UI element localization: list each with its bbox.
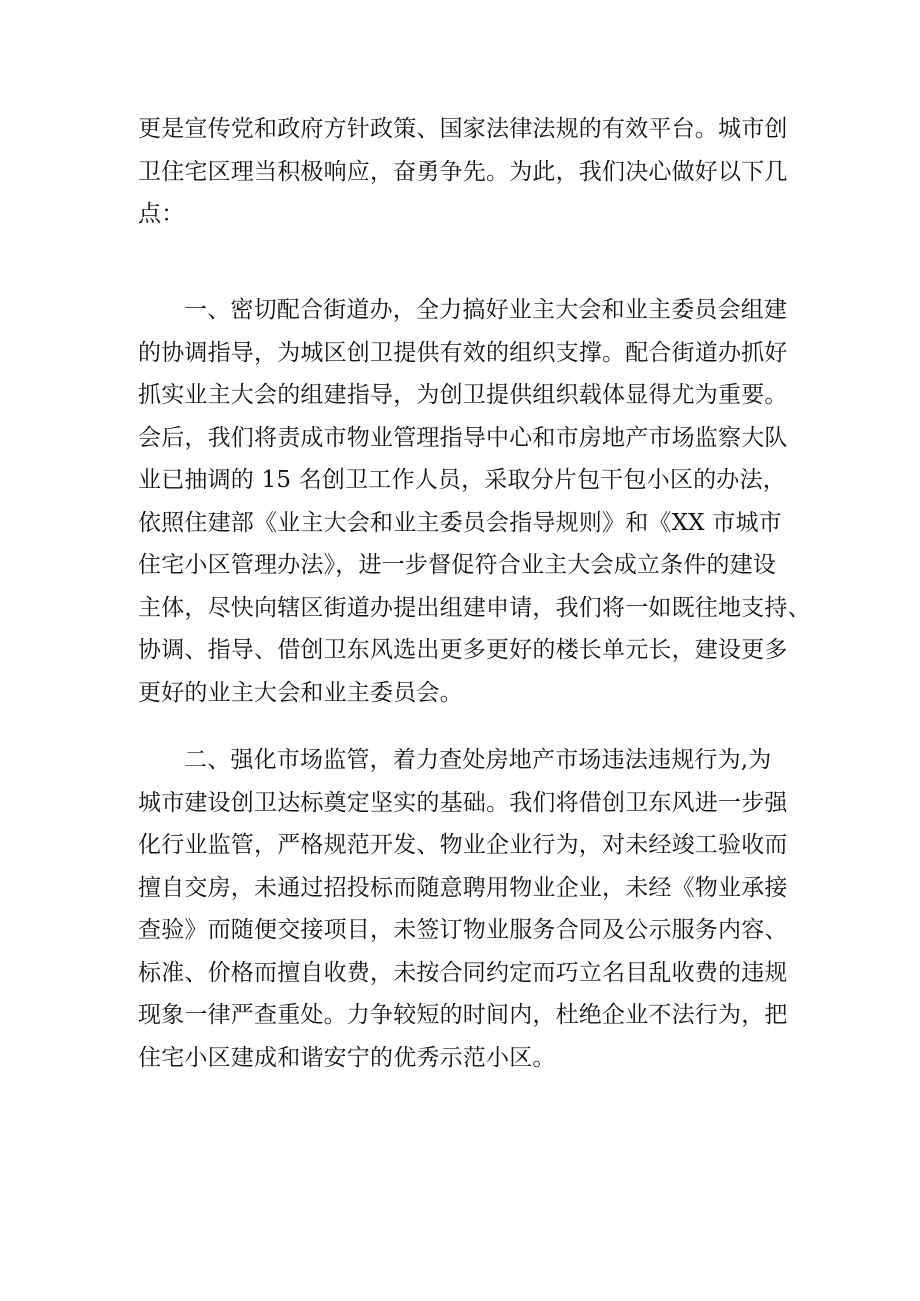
text-line: 现象一律严查重处。力争较短的时间内，杜绝企业不法行为，把: [138, 1002, 788, 1028]
text-line: 住宅小区管理办法》，进一步督促符合业主大会成立条件的建设: [138, 552, 777, 578]
text-line: 城市建设创卫达标奠定坚实的基础。我们将借创卫东风进一步强: [138, 789, 788, 816]
paragraph-item-two: [138, 739, 798, 1079]
text-line: 卫住宅区理当积极响应，奋勇争先。为此，我们决心做好以下几: [138, 158, 788, 185]
text-line: 更是宣传党和政府方针政策、国家法律法规的有效平台。城市创: [138, 116, 788, 142]
paragraph-item-one: [138, 289, 811, 714]
text-line: 抓实业主大会的组建指导，为创卫提供组织载体显得尤为重要。: [138, 382, 788, 408]
text-line: 更好的业主大会和业主委员会。: [138, 679, 463, 706]
text-line: 业已抽调的 15 名创卫工作人员，采取分片包干包小区的办法，: [138, 467, 786, 493]
text-line: 住宅小区建成和谐安宁的优秀示范小区。: [138, 1044, 556, 1071]
text-line: 主体，尽快向辖区街道办提出组建申请，我们将一如既往地支持、: [138, 594, 811, 621]
text-line: 点：: [138, 201, 185, 227]
text-line: 一、密切配合街道办，全力搞好业主大会和业主委员会组建: [184, 297, 788, 323]
text-line: 的协调指导，为城区创卫提供有效的组织支撑。配合街道办抓好: [138, 339, 788, 366]
paragraph-intro: [138, 108, 798, 236]
text-line: 标准、价格而擅自收费，未按合同约定而巧立名目乱收费的违规: [138, 959, 788, 986]
text-line: 协调、指导、借创卫东风选出更多更好的楼长单元长，建设更多: [138, 637, 788, 663]
text-line: 依照住建部《业主大会和业主委员会指导规则》和《XX 市城市: [138, 509, 782, 536]
text-line: 二、强化市场监管，着力查处房地产市场违法违规行为,为: [184, 747, 772, 773]
text-line: 化行业监管，严格规范开发、物业企业行为，对未经竣工验收而: [138, 832, 788, 858]
text-line: 会后，我们将责成市物业管理指导中心和市房地产市场监察大队: [138, 424, 788, 451]
text-line: 查验》而随便交接项目，未签订物业服务合同及公示服务内容、: [138, 917, 788, 943]
text-line: 擅自交房，未通过招投标而随意聘用物业企业，未经《物业承接: [138, 874, 788, 901]
